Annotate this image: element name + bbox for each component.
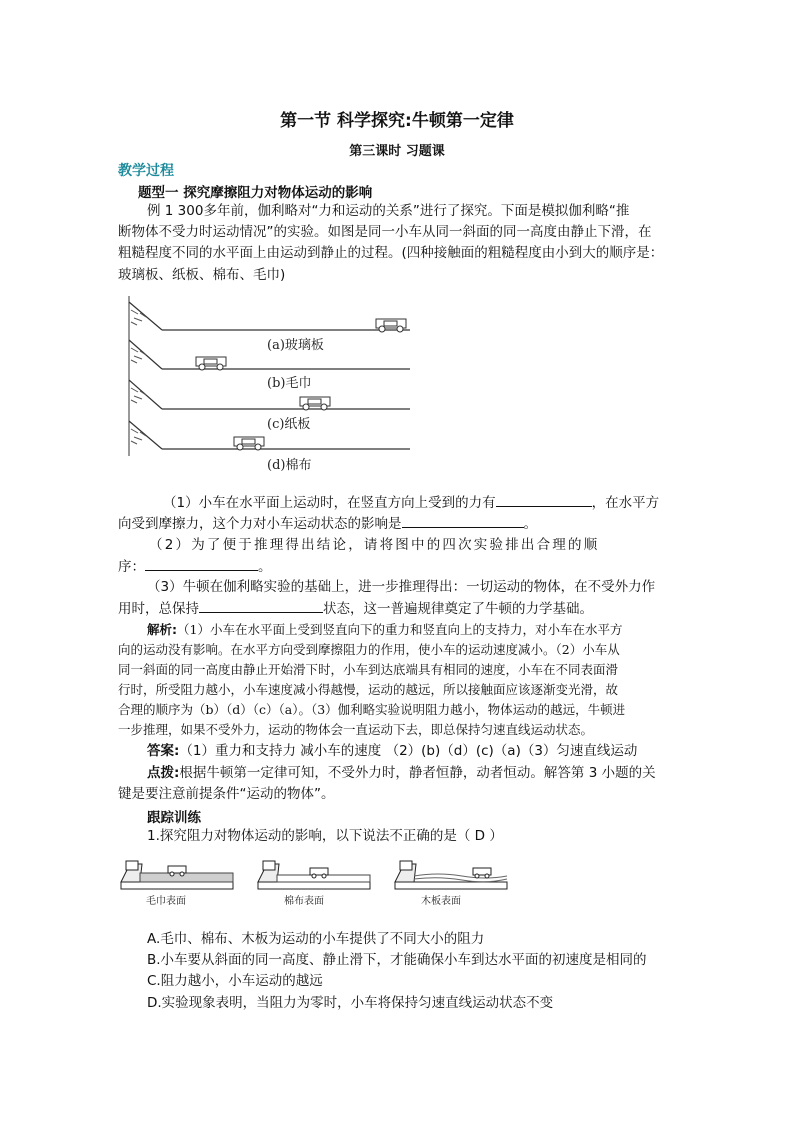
surface-towel <box>121 861 233 906</box>
question-2-line-1: （2）为了便于推理得出结论，请将图中的四次实验排出合理的顺 <box>149 537 600 553</box>
analysis-line-1: 解析:（1）小车在水平面上受到竖直向下的重力和竖直向上的支持力，对小车在水平方 <box>147 622 623 637</box>
example-line-1: 例 1 300多年前，伽利略对“力和运动的关系”进行了探究。下面是模拟伽利略“推 <box>147 203 630 219</box>
practice-heading: 跟踪训练 <box>147 810 201 826</box>
q3-blank[interactable] <box>199 598 323 613</box>
q2-blank[interactable] <box>145 556 258 571</box>
cart-c <box>300 397 330 410</box>
surface-cotton <box>258 861 370 906</box>
label-c: (c)纸板 <box>267 417 311 432</box>
label-d: (d)棉布 <box>267 458 312 473</box>
option-b[interactable]: B.小车要从斜面的同一高度、静止滑下，才能确保小车到达水平面的初速度是相同的 <box>147 952 647 968</box>
option-a[interactable]: A.毛巾、棉布、木板为运动的小车提供了不同大小的阻力 <box>147 931 485 947</box>
example-line-4: 玻璃板、纸板、棉布、毛巾) <box>118 267 286 283</box>
q1-text-a: （1）小车在水平面上运动时，在竖直方向上受到的力有 <box>163 495 496 511</box>
answer-text: （1）重力和支持力 减小车的速度 （2）(b)（d）(c)（a)（3）匀速直线运动 <box>179 743 638 759</box>
answer-label: 答案: <box>147 743 180 759</box>
surface-label-cotton: 棉布表面 <box>284 896 324 906</box>
tip-line-2: 键是要注意前提条件“运动的物体”。 <box>118 786 335 802</box>
answer-line <box>147 741 637 763</box>
label-b: (b)毛巾 <box>267 376 312 391</box>
q3-text-c: 状态，这一普遍规律奠定了牛顿的力学基础。 <box>323 601 593 617</box>
label-a: (a)玻璃板 <box>267 338 324 353</box>
q1-blank-2[interactable] <box>402 513 524 528</box>
ramp-experiment-figure <box>118 294 418 478</box>
page-subtitle: 第三课时 习题课 <box>349 144 445 159</box>
analysis-line-5: 合理的顺序为（b）（d）（c）（a）。（3）伽利略实验说明阻力越小，物体运动的越远，牛顿进 <box>118 702 626 717</box>
analysis-line-6: 一步推理，如果不受外力，运动的物体会一直运动下去，即总保持匀速直线运动状态。 <box>118 722 594 737</box>
tip-line-1: 点拨:根据牛顿第一定律可知，不受外力时，静者恒静，动者恒动。解答第 3 小题的关 <box>147 765 656 781</box>
question-2-line-2 <box>118 556 272 579</box>
analysis-line-4: 行时，所受阻力越小，小车速度减小得越慢，运动的越远，所以接触面应该逐渐变光滑，故 <box>118 682 619 697</box>
q1-blank-1[interactable] <box>496 492 592 507</box>
q2-text-c: 。 <box>258 559 272 575</box>
practice-q1-stem: 1.探究阻力对物体运动的影响，以下说法不正确的是（ D ） <box>147 828 503 844</box>
analysis-line-2: 向的运动没有影响。在水平方向受到摩擦阻力的作用，使小车的运动速度减小。（2）小车从 <box>118 642 620 657</box>
question-3-line-2 <box>118 598 593 621</box>
section-heading: 教学过程 <box>118 163 174 179</box>
q1-text-b: ，在水平方 <box>591 495 660 511</box>
option-c[interactable]: C.阻力越小，小车运动的越远 <box>147 973 323 989</box>
tip-label: 点拨: <box>147 765 180 781</box>
surface-label-wood: 木板表面 <box>421 896 461 906</box>
question-3-line-1: （3）牛顿在伽利略实验的基础上，进一步推理得出：一切运动的物体，在不受外力作 <box>147 579 656 595</box>
surface-wood <box>395 861 507 906</box>
surface-label-towel: 毛巾表面 <box>146 896 186 906</box>
example-line-2: 断物体不受力时运动情况”的实验。如图是同一小车从同一斜面的同一高度由静止下滑，在 <box>118 224 652 240</box>
q2-text-b: 序： <box>118 559 145 575</box>
example-line-3: 粗糙程度不同的水平面上由运动到静止的过程。(四种接触面的粗糙程度由小到大的顺序是： <box>118 245 664 261</box>
q1-text-d: 。 <box>523 516 537 532</box>
question-1-line-1 <box>163 492 659 515</box>
q1-text-c: 向受到摩擦力，这个力对小车运动状态的影响是 <box>118 516 402 532</box>
analysis-label: 解析: <box>147 622 177 637</box>
q3-text-b: 用时，总保持 <box>118 601 199 617</box>
cart-d <box>234 437 264 450</box>
surfaces-figure <box>118 852 508 906</box>
analysis-line-3: 同一斜面的同一高度由静止开始滑下时，小车到达底端具有相同的速度，小车在不同表面滑 <box>118 662 619 677</box>
page-title: 第一节 科学探究:牛顿第一定律 <box>280 111 514 131</box>
topic-heading: 题型一 探究摩擦阻力对物体运动的影响 <box>138 185 373 201</box>
cart-b <box>196 357 226 370</box>
question-1-line-2 <box>118 513 537 536</box>
ramp-a <box>129 302 410 353</box>
option-d[interactable]: D.实验现象表明，当阻力为零时，小车将保持匀速直线运动状态不变 <box>147 995 554 1011</box>
